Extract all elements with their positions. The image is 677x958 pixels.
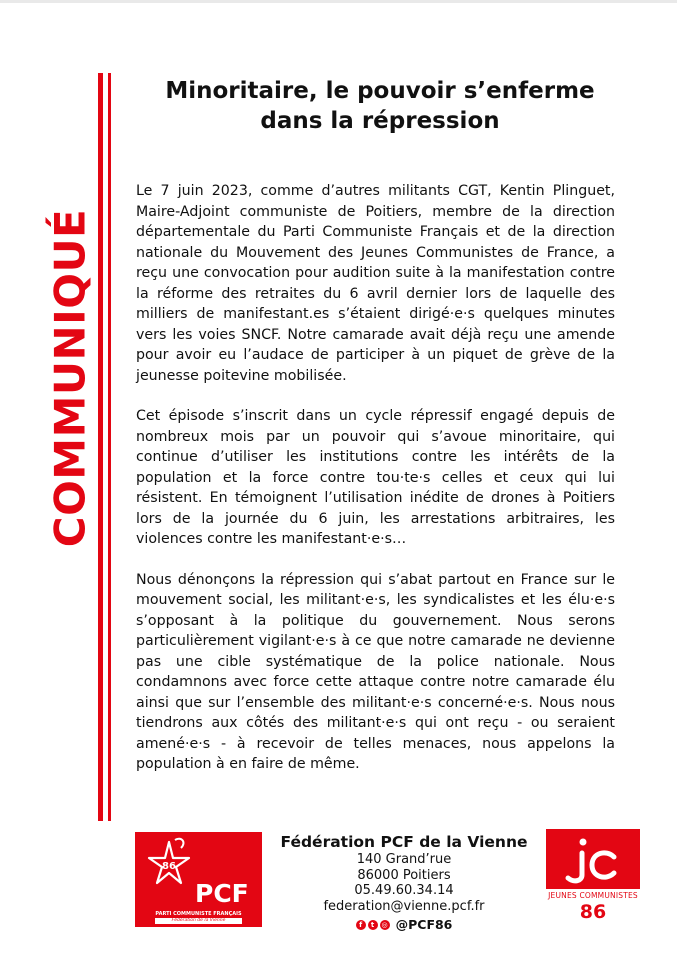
top-border [0,0,677,3]
contact-block [270,833,538,932]
jc-name: JEUNES COMMUNISTES [548,891,638,900]
pcf-star-icon [141,836,201,896]
jc-logo-box [546,829,640,889]
federation-name: Fédération PCF de la Vienne [280,833,528,851]
pcf-word: PCF [195,879,249,908]
paragraph-1: Le 7 juin 2023, comme d’autres militants CGT, Kentin Plinguet, Maire-Adjoint communiste de Poitiers, membre de la direction départementale du Parti Communiste Français et de la direction nationale du Mouvement des Jeunes Communistes de France, a reçu une convocation pour audition suite à la manifestation contre la réforme des retraites du 6 avril dernier lors de laquelle des milliers de manifestant.es s’étaient dirigé·e·s quelques minutes vers les voies SNCF. Notre camarade avait déjà reçu une amende pour avoir eu l’audace de participer à un piquet de grève de la jeunesse poitevine mobilisée. [136,183,615,384]
social-row [270,917,538,932]
paragraph-2: Cet épisode s’inscrit dans un cycle répressif engagé depuis de nombreux mois par un pouvoir qui s’avoue minoritaire, qui continue d’utiliser les institutions contre les intérêts de la population et la force contre tou·te·s celles et ceux qui lui résistent. En témoignent l’utilisation inédite de drones à Poitiers lors de la journée du 6 juin, les arrestations arbitraires, les violences contre les manifestant·e·s… [136,408,615,547]
social-handle[interactable]: @PCF86 [395,917,453,932]
jc-monogram-icon [546,829,640,889]
pcf-tagline: Fédération de la Vienne [155,918,242,924]
title-line-2: dans la répression [260,108,500,134]
pcf-logo [135,832,262,927]
jc-number: 86 [579,901,607,923]
address-line-2: 86000 Poitiers [357,867,451,883]
address-line-1: 140 Grand’rue [356,852,452,867]
vertical-rule-thin [108,73,111,821]
jc-logo [546,829,640,933]
title-line-1: Minoritaire, le pouvoir s’enferme [165,78,595,104]
instagram-icon[interactable]: ◎ [381,920,388,929]
vertical-rule-thick [98,73,103,821]
paragraph-3: Nous dénonçons la répression qui s’abat partout en France sur le mouvement social, les militant·e·s, les syndicalistes et les élu·e·s s’opposant à la politique du gouvernement. Nous serons particulièrement vigilant·e·s à ce que notre camarade ne devienne pas une cible systématique de la police nationale. Nous condamnons avec force cette attaque contre notre camarade élu ainsi que sur l’ensemble des militant·e·s concerné·e·s. Nous nous tiendrons aux côtés des militant·e·s qui ont reçu - ou seraient amené·e·s - à recevoir de telles menaces, nous appelons la population à en faire de même. [136,571,615,772]
pcf-subtitle: PARTI COMMUNISTE FRANÇAIS [155,911,242,917]
pcf-badge-number: 86 [162,861,176,872]
email-address[interactable]: federation@vienne.pcf.fr [323,898,485,914]
twitter-icon[interactable]: t [368,920,378,930]
facebook-icon[interactable]: f [356,920,366,930]
communique-label: COMMUNIQUÉ [45,208,95,548]
page-title [130,76,630,136]
phone-number: 05.49.60.34.14 [354,883,454,898]
communique-body [136,181,615,795]
